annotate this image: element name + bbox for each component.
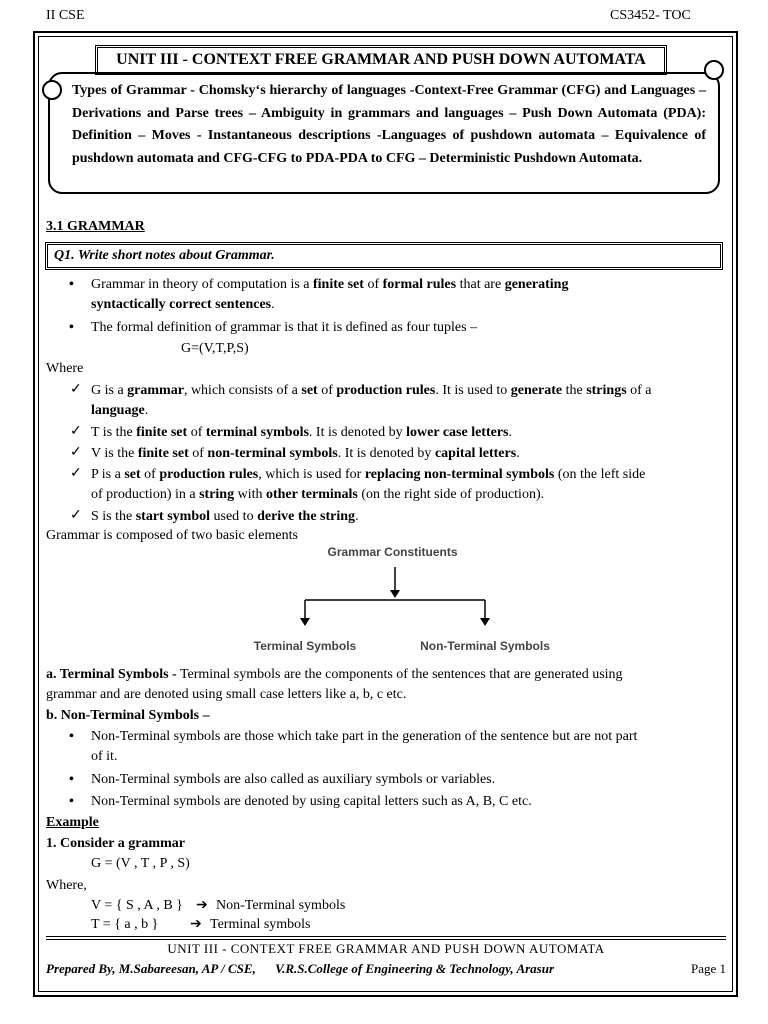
header-left: II CSE [46, 8, 85, 23]
footer-title: UNIT III - CONTEXT FREE GRAMMAR AND PUSH DOWN AUTOMATA [167, 941, 605, 956]
example-v: V = { S , A , B } [91, 898, 183, 913]
diagram-root: Grammar Constituents [327, 545, 458, 559]
arrow-icon: ➔ [190, 917, 202, 932]
footer-rule [46, 939, 726, 940]
check-icon: ✓ [70, 424, 82, 439]
where-label: Where [46, 361, 84, 376]
diagram-terminal: Terminal Symbols [253, 639, 357, 653]
unit-title: UNIT III - CONTEXT FREE GRAMMAR AND PUSH DOWN AUTOMATA [95, 45, 667, 75]
check-icon: ✓ [70, 466, 82, 481]
check-icon: ✓ [70, 382, 82, 397]
question-text: Q1. Write short notes about Grammar. [54, 248, 275, 263]
nonterminal-bullet-3: • Non-Terminal symbols are denoted by using capital letters such as A, B, C etc. [91, 792, 532, 812]
example-grammar: G = (V , T , P , S) [91, 856, 190, 871]
example-heading: Example [46, 815, 99, 830]
example-item: 1. Consider a grammar [46, 836, 185, 851]
section-heading: 3.1 GRAMMAR [46, 219, 145, 234]
check-item-v: V is the finite set of non-terminal symbols. It is denoted by capital letters. [91, 446, 520, 461]
check-item-t: T is the finite set of terminal symbols. It is denoted by lower case letters. [91, 425, 512, 440]
grammar-constituents-diagram [240, 543, 570, 658]
terminal-symbols-para: a. Terminal Symbols - Terminal symbols are the components of the sentences that are generated using grammar and are denoted using small case letters like a, b, c etc. [46, 667, 623, 702]
footer-credits: Prepared By, M.Sabareesan, AP / CSE, V.R.S.College of Engineering & Technology, Arasur Page 1 [46, 961, 726, 976]
diagram-nonterminal: Non-Terminal Symbols [420, 639, 550, 653]
bullet-formal-definition: • The formal definition of grammar is that it is defined as four tuples – [91, 318, 477, 338]
header-right: CS3452- TOC [610, 8, 691, 23]
example-t: T = { a , b } [91, 917, 159, 932]
question-box [45, 242, 723, 270]
nonterminal-bullet-2: • Non-Terminal symbols are also called as auxiliary symbols or variables. [91, 770, 495, 790]
bullet-definition: • Grammar in theory of computation is a finite set of formal rules that are generating syntactically correct sentences. [91, 275, 731, 315]
tuple-formula: G=(V,T,P,S) [181, 341, 249, 356]
scroll-curl-icon [704, 60, 724, 80]
check-item-g: G is a grammar, which consists of a set of production rules. It is used to generate the strings of a language. [91, 383, 652, 418]
check-icon: ✓ [70, 508, 82, 523]
arrow-icon: ➔ [196, 898, 208, 913]
scroll-curl-icon [42, 80, 62, 100]
example-where: Where, [46, 878, 87, 893]
example-t-note: Terminal symbols [210, 917, 311, 932]
check-item-s: S is the start symbol used to derive the string. [91, 509, 359, 524]
nonterminal-heading: b. Non-Terminal Symbols – [46, 708, 210, 723]
example-v-note: Non-Terminal symbols [216, 898, 346, 913]
composed-text: Grammar is composed of two basic elements [46, 528, 298, 543]
check-icon: ✓ [70, 445, 82, 460]
nonterminal-bullet-1: • Non-Terminal symbols are those which take part in the generation of the sentence but are not part of it. [91, 727, 731, 767]
check-item-p: P is a set of production rules, which is used for replacing non-terminal symbols (on the left side of production) in a string with other terminals (on the right side of production). [91, 467, 646, 502]
footer-rule [46, 936, 726, 937]
syllabus-text: Types of Grammar - Chomsky‘s hierarchy of languages -Context-Free Grammar (CFG) and Languages – Derivations and Parse trees – Ambiguity in grammars and languages – Push Down Automata (PDA): Definition – Moves - Instantaneous descriptions -Languages of pushdown automata – Equivalence of pushdown automata and CFG-CFG to PDA-PDA to CFG – Deterministic Pushdown Automata. [72, 83, 706, 166]
